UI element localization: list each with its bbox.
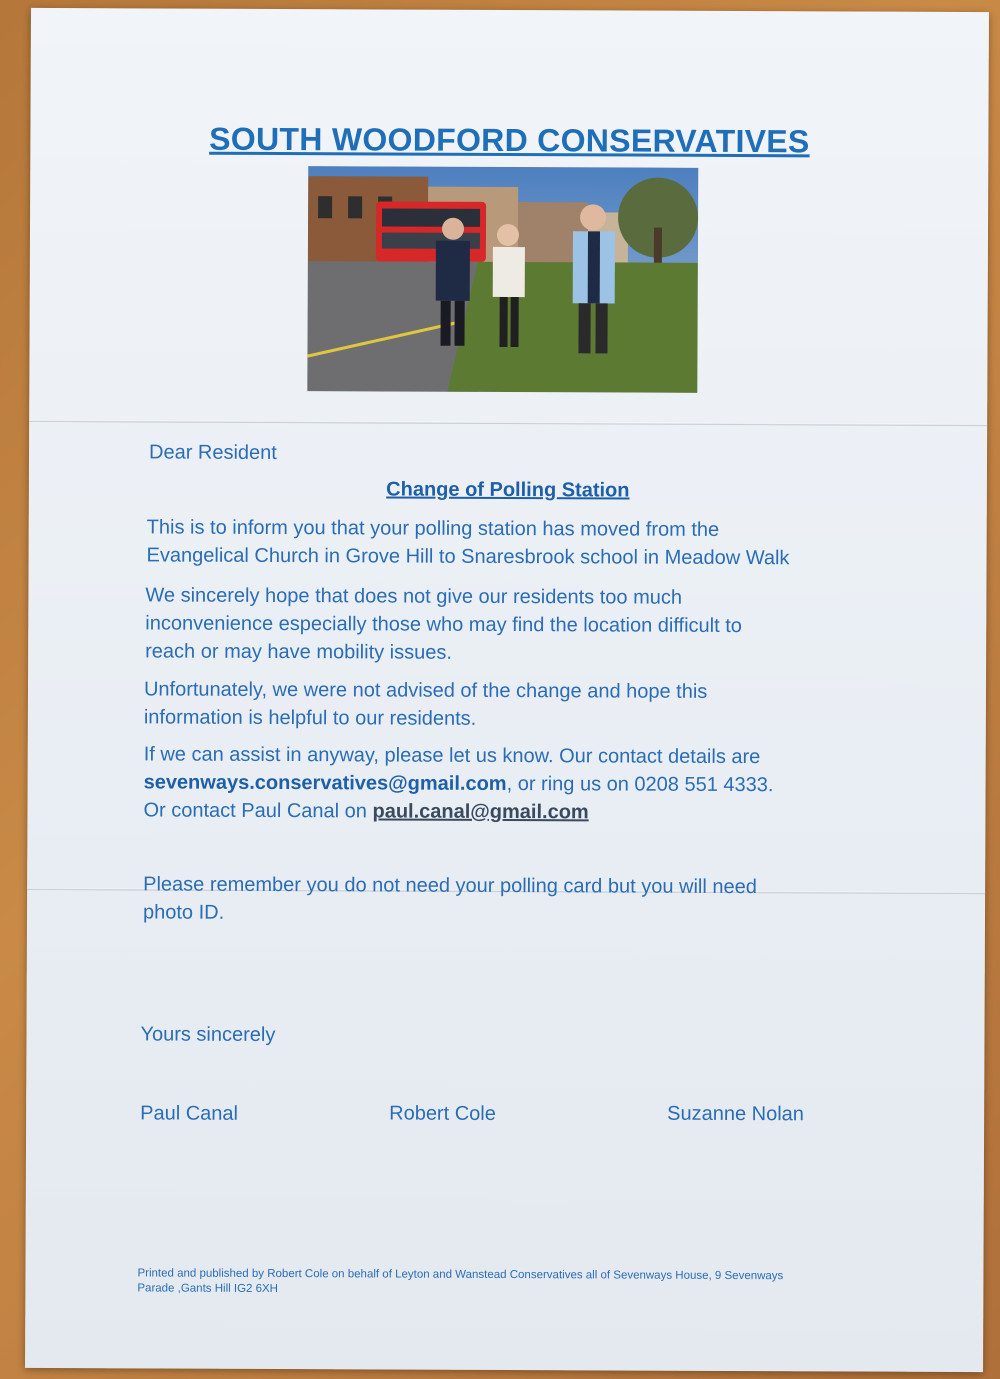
para4-line3	[143, 796, 773, 827]
para1-line2: Evangelical Church in Grove Hill to Snaresbrook school in Meadow Walk	[146, 544, 790, 570]
signatory-suzanne-nolan: Suzanne Nolan	[667, 1102, 804, 1126]
para2-line2: inconvenience especially those who may find the location difficult to	[145, 612, 742, 638]
para3-line2: information is helpful to our residents.	[143, 706, 477, 730]
paragraph-5	[143, 870, 757, 929]
para2-line3: reach or may have mobility issues.	[145, 640, 453, 664]
contact-email-link[interactable]: sevenways.conservatives@gmail.com	[143, 771, 507, 795]
imprint-footer	[137, 1266, 877, 1299]
signatory-paul-canal: Paul Canal	[140, 1102, 239, 1125]
para5-line1: Please remember you do not need your polling card but you will need	[143, 873, 757, 899]
signatory-robert-cole: Robert Cole	[389, 1102, 496, 1125]
para4-line3-prefix: Or contact Paul Canal on	[143, 799, 367, 823]
subject-heading: Change of Polling Station	[386, 478, 630, 502]
para5-line2: photo ID.	[142, 901, 225, 924]
para2-line1: We sincerely hope that does not give our residents too much	[145, 584, 683, 609]
paragraph-1	[147, 513, 790, 572]
fold-line	[29, 420, 987, 426]
paul-email-link[interactable]: paul.canal@gmail.com	[372, 800, 589, 824]
contact-phone-text: , or ring us on 0208 551 4333.	[506, 772, 774, 797]
group-photo-icon	[307, 166, 698, 393]
paragraph-4	[143, 740, 773, 827]
para3-line1: Unfortunately, we were not advised of the change and hope this	[143, 678, 708, 703]
footer-line1: Printed and published by Robert Cole on behalf of Leyton and Wanstead Conservatives all of Sevenways House, 9 Sevenways	[137, 1267, 784, 1283]
greeting: Dear Resident	[148, 441, 277, 464]
letter-sheet	[25, 8, 989, 1372]
paragraph-2	[145, 581, 742, 668]
closing: Yours sincerely	[140, 1023, 276, 1046]
para4-line1: If we can assist in anyway, please let us know. Our contact details are	[143, 743, 761, 769]
para4-line2	[144, 768, 774, 799]
letter-heading: SOUTH WOODFORD CONSERVATIVES	[209, 120, 810, 160]
footer-line2: Parade ,Gants Hill IG2 6XH	[137, 1282, 279, 1296]
para1-line1: This is to inform you that your polling station has moved from the	[146, 516, 720, 541]
paragraph-3	[144, 675, 708, 733]
